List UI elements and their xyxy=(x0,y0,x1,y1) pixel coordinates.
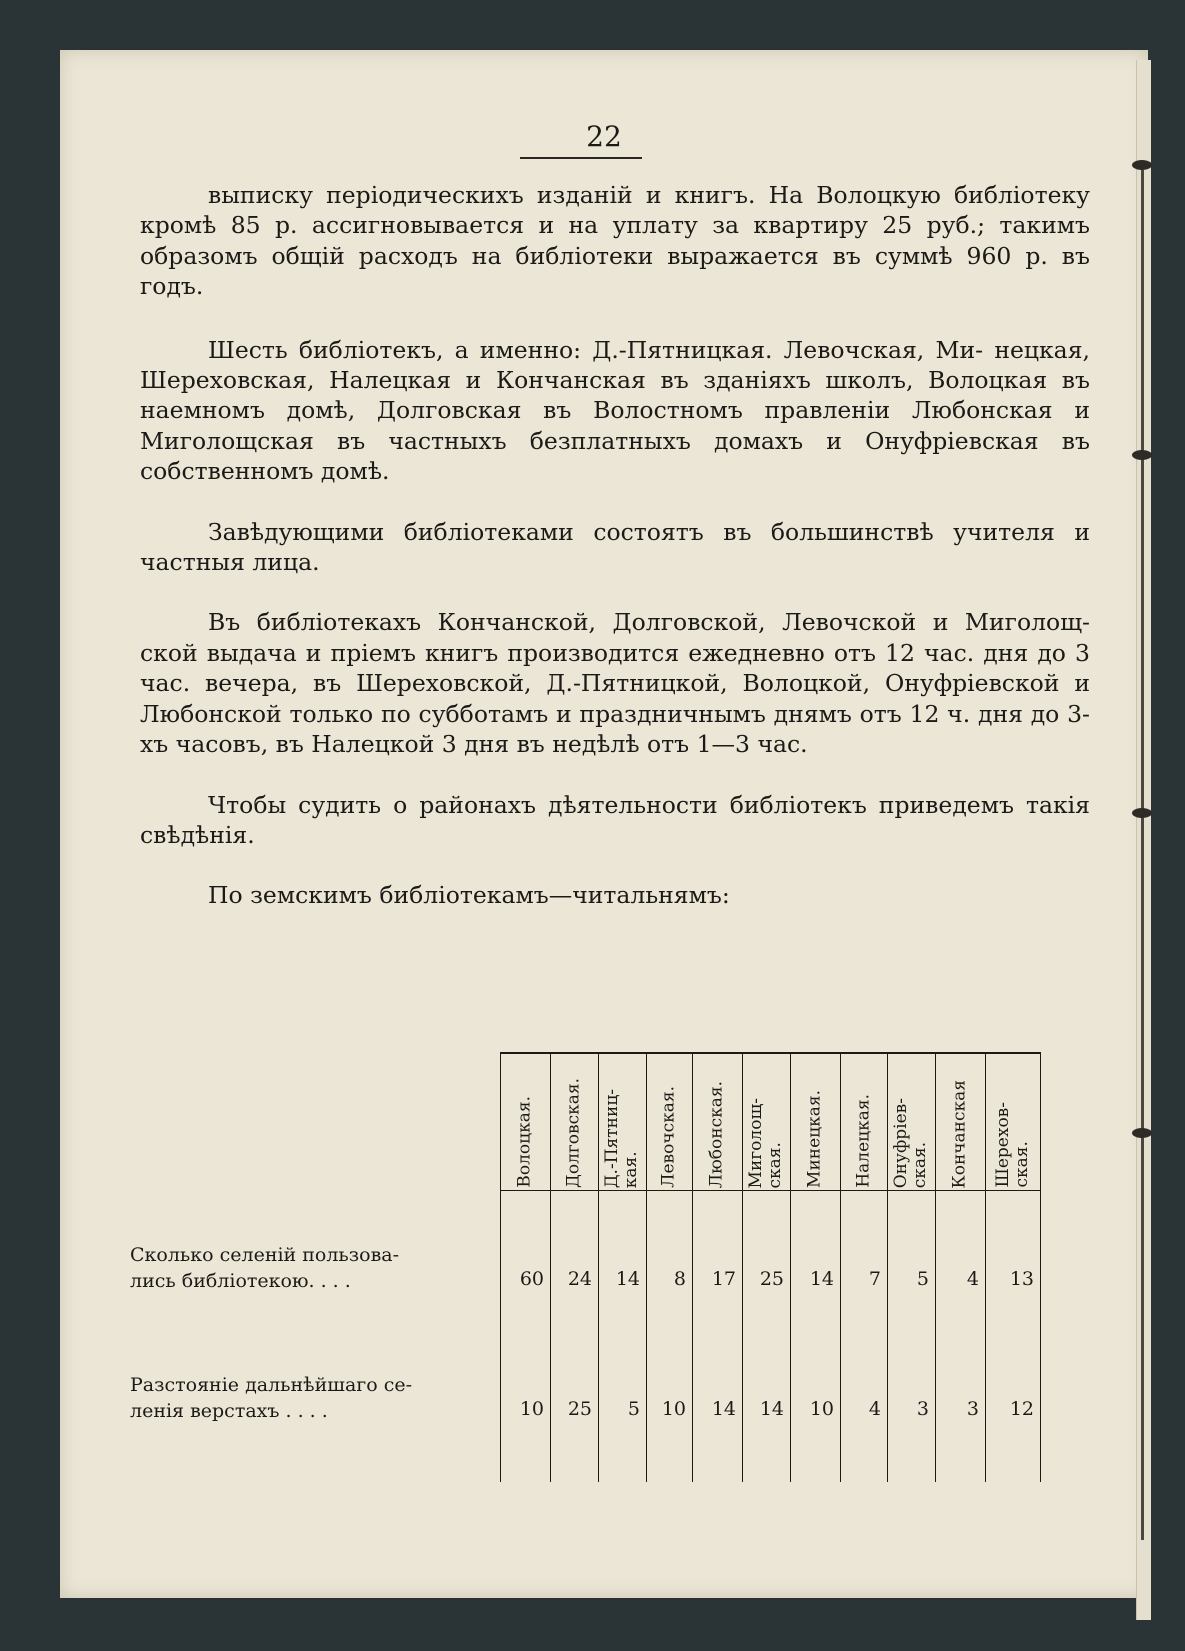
column-header xyxy=(840,1058,887,1188)
table-cell: 24 xyxy=(567,1268,592,1290)
table-cell: 4 xyxy=(966,1268,979,1290)
column-header xyxy=(598,1058,646,1188)
column-header-text: Налецкая. xyxy=(853,1094,873,1188)
table-top-rule xyxy=(500,1052,1040,1054)
text-line: дня до 3 час. вечера, въ Шереховской, Д.-Пятницкой, Волоцкой, xyxy=(140,638,1090,698)
column-header-text: Кончанская xyxy=(949,1079,970,1188)
text-line: такія свѣдѣнія. xyxy=(140,790,1090,849)
column-header xyxy=(985,1058,1040,1188)
row-label-line: ленія верстахъ . . . . xyxy=(130,1400,328,1422)
paragraph-6 xyxy=(140,880,1090,910)
column-header-text: Любонская. xyxy=(706,1080,727,1188)
table-cell: 7 xyxy=(868,1268,881,1290)
column-header-text: Долговская. xyxy=(563,1078,584,1188)
table-cell: 14 xyxy=(759,1398,784,1420)
text-line: Въ библіотекахъ Кончанской, Долговской, Левочской и Миголощ- xyxy=(208,608,1090,637)
table-column-rule xyxy=(1040,1052,1041,1482)
text-line: и частныя лица. xyxy=(140,517,1090,577)
binding-thread xyxy=(1141,170,1144,1540)
row-label xyxy=(130,1372,500,1424)
text-line: такимъ образомъ общій расходъ на библіотеки выражается въ xyxy=(140,211,1090,270)
table-cell: 3 xyxy=(916,1398,929,1420)
paragraph-5 xyxy=(140,790,1090,851)
column-header xyxy=(887,1058,935,1188)
paragraph-3 xyxy=(140,517,1090,578)
table-cell: 12 xyxy=(1009,1398,1034,1420)
book-page xyxy=(60,50,1148,1598)
body-text xyxy=(140,180,1090,944)
table-cell: 3 xyxy=(966,1398,979,1420)
text-line: выписку періодическихъ изданій и книгъ. На Волоцкую библіотеку xyxy=(208,181,1090,209)
column-header xyxy=(550,1058,598,1188)
text-line: недѣлѣ отъ 1—3 час. xyxy=(552,730,808,759)
page-number-rule xyxy=(520,157,642,159)
text-line: Чтобы судить о районахъ дѣятельности библіотекъ приведемъ xyxy=(208,790,1014,819)
text-line: По земскимъ библіотекамъ—читальнямъ: xyxy=(208,881,730,910)
column-header xyxy=(692,1058,742,1188)
table-cell: 60 xyxy=(519,1268,544,1290)
text-line: Онуфріевской и Любонской только по субботамъ и праздничнымъ xyxy=(140,669,1090,728)
text-line: нецкая, Шереховская, Налецкая и Кончанская въ зданіяхъ школъ, xyxy=(140,335,1090,395)
table-cell: 25 xyxy=(759,1268,784,1290)
text-line: Любонская и Миголощская въ частныхъ безплатныхъ домахъ и xyxy=(140,396,1090,455)
table-cell: 5 xyxy=(627,1398,640,1420)
binding-knot xyxy=(1132,450,1152,460)
paragraph-1 xyxy=(140,180,1090,302)
column-header xyxy=(935,1058,985,1188)
table-cell: 17 xyxy=(711,1268,736,1290)
paragraph-2 xyxy=(140,335,1090,487)
column-header-text: Минецкая. xyxy=(804,1090,825,1188)
row-label-line: Сколько селеній пользова- xyxy=(130,1244,400,1266)
binding-knot xyxy=(1132,160,1152,170)
paragraph-4 xyxy=(140,607,1090,759)
text-line: суммѣ 960 р. въ годъ. xyxy=(140,241,1090,301)
text-line: Шесть библіотекъ, а именно: Д.-Пятницкая. Левочская, Ми- xyxy=(208,335,984,364)
text-line: ской выдача и пріемъ книгъ производится ежедневно отъ 12 час. xyxy=(140,638,975,667)
row-label-line: Разстояніе дальнѣйшаго се- xyxy=(130,1374,413,1396)
table-header-rule xyxy=(500,1190,1040,1191)
table-cell: 4 xyxy=(868,1398,881,1420)
column-header-text: Левочская. xyxy=(658,1086,679,1188)
column-header xyxy=(790,1058,840,1188)
column-header-text: Д.-Пятниц- кая. xyxy=(602,1088,641,1188)
text-line: кромѣ 85 р. ассигновывается и на уплату за квартиру 25 руб.; xyxy=(140,211,986,240)
table-cell: 10 xyxy=(809,1398,834,1420)
table-cell: 14 xyxy=(615,1268,640,1290)
row-label xyxy=(130,1242,500,1294)
table-cell: 8 xyxy=(673,1268,686,1290)
binding-knot xyxy=(1132,808,1152,818)
text-line: Завѣдующими библіотеками состоятъ въ большинствѣ учителя xyxy=(208,517,1055,546)
text-line: Онуфріевская въ собственномъ домѣ. xyxy=(140,426,1090,486)
column-header-text: Онуфріев- ская. xyxy=(891,1097,930,1188)
table-cell: 5 xyxy=(916,1268,929,1290)
table-cell: 10 xyxy=(661,1398,686,1420)
table-cell: 10 xyxy=(519,1398,544,1420)
column-header-text: Миголощ- ская. xyxy=(746,1097,785,1188)
column-header xyxy=(646,1058,692,1188)
text-line: днямъ отъ 12 ч. дня до 3-хъ часовъ, въ Налецкой 3 дня въ xyxy=(140,699,1090,759)
column-header-text: Шерехов- ская. xyxy=(992,1102,1032,1188)
binding-knot xyxy=(1132,1128,1152,1138)
table-cell: 25 xyxy=(567,1398,592,1420)
table-cell: 13 xyxy=(1009,1268,1034,1290)
table-cell: 14 xyxy=(809,1268,834,1290)
page-number: 22 xyxy=(586,120,622,153)
text-line: Волоцкая въ наемномъ домѣ, Долговская въ Волостномъ правленіи xyxy=(140,366,1090,425)
table-cell: 14 xyxy=(711,1398,736,1420)
scan-background xyxy=(1150,0,1185,1651)
row-label-line: лись библіотекою. . . . xyxy=(130,1270,351,1292)
column-header xyxy=(500,1058,550,1188)
libraries-table xyxy=(130,1052,1070,1482)
column-header xyxy=(742,1058,790,1188)
column-header-text: Волоцкая. xyxy=(514,1096,535,1188)
